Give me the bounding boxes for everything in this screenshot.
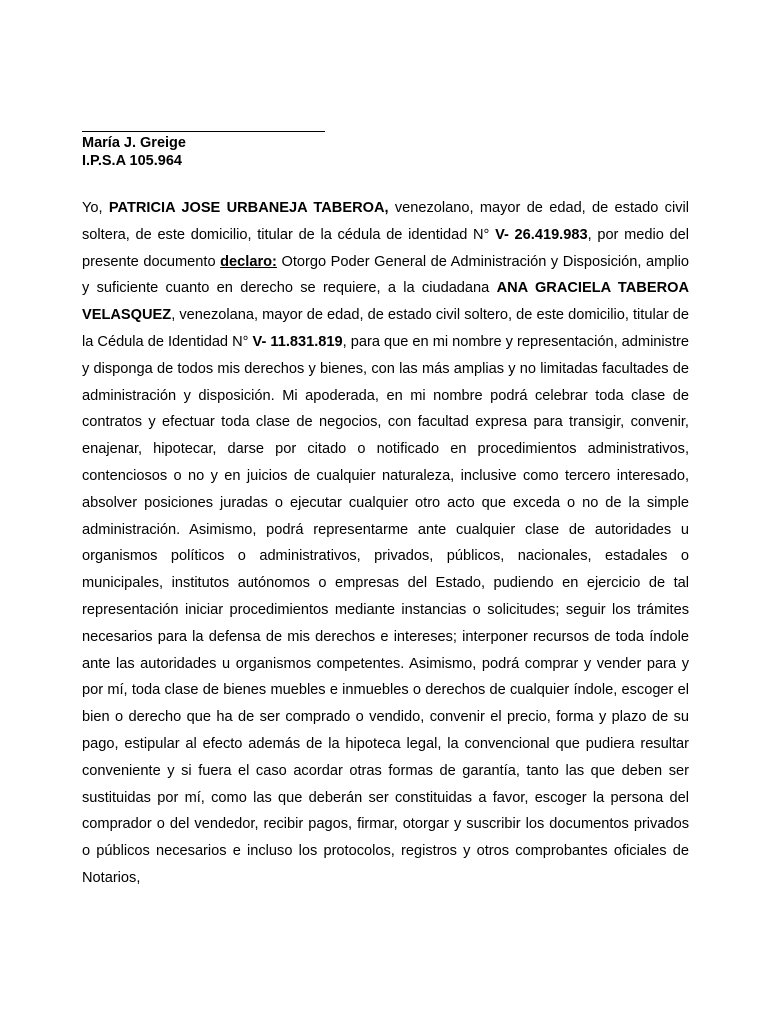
text-run: venezolano, mayor de edad, de estado civil soltera, de este domicilio, titular de la cédula de identidad N° (82, 200, 689, 243)
text-run: , venezolana, mayor de edad, de estado civil soltero, de este domicilio, titular de la Cédula de Identidad N° (82, 307, 689, 350)
bold-text-run: V- 11.831.819 (252, 333, 343, 350)
signer-name: María J. Greige (82, 135, 186, 151)
text-run: Otorgo Poder General de Administración y Disposición, amplio y suficiente cuanto en derecho se requiere, a la ciudadana (82, 253, 690, 297)
declaration-paragraph (82, 195, 689, 892)
signature-line (82, 131, 325, 132)
bold-text-run: PATRICIA JOSE URBANEJA TABEROA, (108, 200, 389, 216)
text-run: , por medio del presente documento (82, 226, 689, 270)
text-run: Yo, (82, 200, 109, 216)
declaro-keyword: declaro: (220, 253, 277, 270)
bold-text-run: V- 26.419.983 (495, 226, 588, 243)
signature-block (82, 134, 186, 170)
bold-text-run: ANA GRACIELA TABEROA VELASQUEZ (82, 280, 689, 324)
signer-ipsa-number: I.P.S.A 105.964 (82, 153, 182, 169)
text-run: , para que en mi nombre y representación, administre y disponga de todos mis derechos y bienes, con las más amplias y no limitadas facultades de administración y disposición. Mi apoderada, en mi nombre podrá celebrar toda clase de contratos y efectuar toda clase de negocios, con facultad expresa para transigir, convenir, enajenar, hipotecar, darse por citado o notificado en procedimientos administrativos, contenciosos o no y en juicios de cualquier naturaleza, inclusive como tercero interesado, absolver posiciones juradas o ejecutar cualquier otro acto que exceda o no de la simple administración. Asimismo, podrá representarme ante cualquier clase de autoridades u organismos políticos o administrativos, privados, públicos, nacionales, estadales o municipales, institutos autónomos o empresas del Estado, pudiendo en ejercicio de tal representación iniciar procedimientos mediante instancias o solicitudes; seguir los trámites necesarios para la defensa de mis derechos e intereses; interponer recursos de toda índole ante las autoridades u organismos competentes. Asimismo, podrá comprar y vender para y por mí, toda clase de bienes muebles e inmuebles o derechos de cualquier índole, escoger el bien o derecho que ha de ser comprado o vendido, convenir el precio, forma y plazo de su pago, estipular al efecto además de la hipoteca legal, la convencional que pudiera resultar conveniente y si fuera el caso acordar otras formas de garantía, tanto las que deben ser sustituidas por mí, como las que deberán ser constituidas a favor, escoger la persona del comprador o del vendedor, recibir pagos, firmar, otorgar y suscribir los documentos privados o públicos necesarios e incluso los protocolos, registros y otros comprobantes oficiales de Notarios, (82, 333, 689, 886)
